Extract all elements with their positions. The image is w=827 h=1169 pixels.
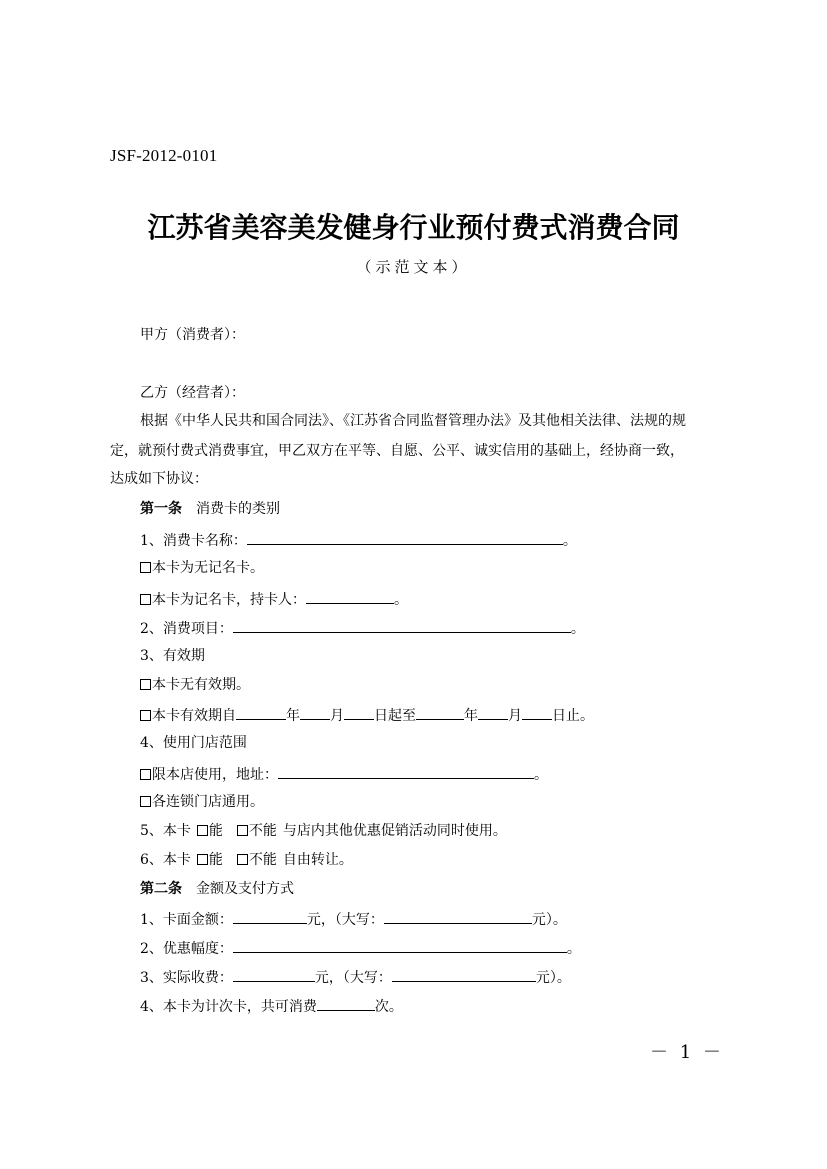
anonymous-card-label: 本卡为无记名卡。	[152, 560, 264, 576]
transfer-prefix: 6、本卡	[140, 852, 191, 868]
intro-text-2: 定，就预付费式消费事宜，甲乙双方在平等、自愿、公平、诚实信用的基础上，经协商一致，	[110, 443, 684, 459]
card-name-period: 。	[562, 533, 577, 549]
end-day-field[interactable]	[522, 705, 552, 720]
actual-charge-words-field[interactable]	[392, 967, 536, 982]
document-subtitle: （示范文本）	[356, 258, 471, 276]
this-store-checkbox[interactable]	[140, 769, 151, 780]
items-line	[140, 618, 585, 638]
start-year-unit: 年	[286, 708, 300, 724]
cardholder-field[interactable]	[306, 589, 394, 604]
anonymous-card-option	[140, 559, 264, 577]
named-card-label: 本卡为记名卡，持卡人：	[152, 592, 306, 608]
intro-text-1: 根据《中华人民共和国合同法》、《江苏省合同监督管理办法》及其他相关法律、法规的规	[140, 413, 686, 429]
validity-heading	[140, 647, 205, 665]
actual-charge-close: 元）。	[535, 970, 571, 986]
count-field[interactable]	[317, 996, 375, 1011]
actual-charge-label: 3、实际收费：	[140, 970, 233, 986]
start-month-field[interactable]	[300, 705, 330, 720]
intro-paragraph-line-1	[140, 412, 686, 430]
count-card-line	[140, 996, 403, 1016]
store-scope-label: 4、使用门店范围	[140, 735, 247, 751]
expiry-checkbox[interactable]	[140, 710, 151, 721]
chain-stores-label: 各连锁门店通用。	[152, 794, 264, 810]
party-a-label: 甲方（消费者）：	[140, 327, 245, 343]
items-period: 。	[570, 621, 585, 637]
document-code: JSF-2012-0101	[110, 146, 218, 165]
count-card-label: 4、本卡为计次卡，共可消费	[140, 999, 317, 1015]
discount-label: 2、优惠幅度：	[140, 941, 233, 957]
start-year-field[interactable]	[236, 705, 286, 720]
transfer-line	[140, 851, 353, 869]
discount-line	[140, 938, 581, 958]
card-name-label: 1、消费卡名称：	[140, 533, 247, 549]
document-title: 江苏省美容美发健身行业预付费式消费合同	[147, 211, 680, 244]
items-label: 2、消费项目：	[140, 621, 233, 637]
start-month-unit: 月	[330, 708, 344, 724]
end-month-unit: 月	[508, 708, 522, 724]
discount-field[interactable]	[233, 938, 567, 953]
transfer-cannot-checkbox[interactable]	[237, 854, 248, 865]
promo-cannot-label: 不能	[248, 823, 277, 839]
promo-line	[140, 822, 507, 840]
party-a-line	[140, 326, 245, 344]
no-expiry-label: 本卡无有效期。	[152, 677, 250, 693]
items-field[interactable]	[233, 618, 571, 633]
start-day-unit: 日起至	[374, 708, 416, 724]
intro-paragraph-line-2	[110, 442, 684, 460]
party-b-line	[140, 384, 245, 402]
article-2-title: 金额及支付方式	[196, 881, 294, 897]
end-year-unit: 年	[464, 708, 478, 724]
face-value-line	[140, 909, 567, 929]
store-address-field[interactable]	[278, 764, 534, 779]
promo-can-label: 能	[208, 823, 223, 839]
start-day-field[interactable]	[344, 705, 374, 720]
face-value-field[interactable]	[233, 909, 307, 924]
article-2-heading	[140, 880, 294, 898]
intro-paragraph-line-3	[110, 470, 208, 488]
count-suffix: 次。	[374, 999, 403, 1015]
chain-stores-option	[140, 793, 264, 811]
end-day-unit: 日止。	[552, 708, 594, 724]
store-scope-heading	[140, 734, 247, 752]
card-name-line	[140, 530, 577, 550]
this-store-period: 。	[534, 767, 548, 783]
face-value-label: 1、卡面金额：	[140, 912, 233, 928]
named-card-period: 。	[394, 592, 408, 608]
this-store-label: 限本店使用，地址：	[152, 767, 278, 783]
party-b-label: 乙方（经营者）：	[140, 385, 245, 401]
transfer-can-checkbox[interactable]	[197, 854, 208, 865]
promo-prefix: 5、本卡	[140, 823, 191, 839]
expiry-prefix: 本卡有效期自	[152, 708, 236, 724]
promo-can-checkbox[interactable]	[197, 825, 208, 836]
article-1-number: 第一条	[140, 501, 182, 517]
article-1-title: 消费卡的类别	[196, 501, 280, 517]
page-number: － 1 －	[650, 1042, 724, 1063]
discount-period: 。	[566, 941, 581, 957]
this-store-option	[140, 764, 548, 784]
promo-suffix: 与店内其他优惠促销活动同时使用。	[282, 823, 507, 839]
validity-label: 3、有效期	[140, 648, 205, 664]
expiry-option	[140, 705, 594, 725]
end-month-field[interactable]	[478, 705, 508, 720]
article-1-heading	[140, 500, 280, 518]
card-name-field[interactable]	[247, 530, 563, 545]
actual-charge-yuan: 元，（大写：	[314, 970, 392, 986]
intro-text-3: 达成如下协议：	[110, 471, 208, 487]
face-value-words-field[interactable]	[384, 909, 532, 924]
named-card-checkbox[interactable]	[140, 594, 151, 605]
transfer-can-label: 能	[208, 852, 223, 868]
no-expiry-checkbox[interactable]	[140, 679, 151, 690]
transfer-suffix: 自由转让。	[282, 852, 353, 868]
article-2-number: 第二条	[140, 881, 182, 897]
anonymous-card-checkbox[interactable]	[140, 562, 151, 573]
end-year-field[interactable]	[416, 705, 464, 720]
named-card-option	[140, 589, 408, 609]
face-value-close: 元）。	[531, 912, 567, 928]
actual-charge-field[interactable]	[233, 967, 315, 982]
transfer-cannot-label: 不能	[248, 852, 277, 868]
actual-charge-line	[140, 967, 571, 987]
face-value-yuan: 元，（大写：	[306, 912, 384, 928]
chain-stores-checkbox[interactable]	[140, 796, 151, 807]
promo-cannot-checkbox[interactable]	[237, 825, 248, 836]
no-expiry-option	[140, 676, 250, 694]
